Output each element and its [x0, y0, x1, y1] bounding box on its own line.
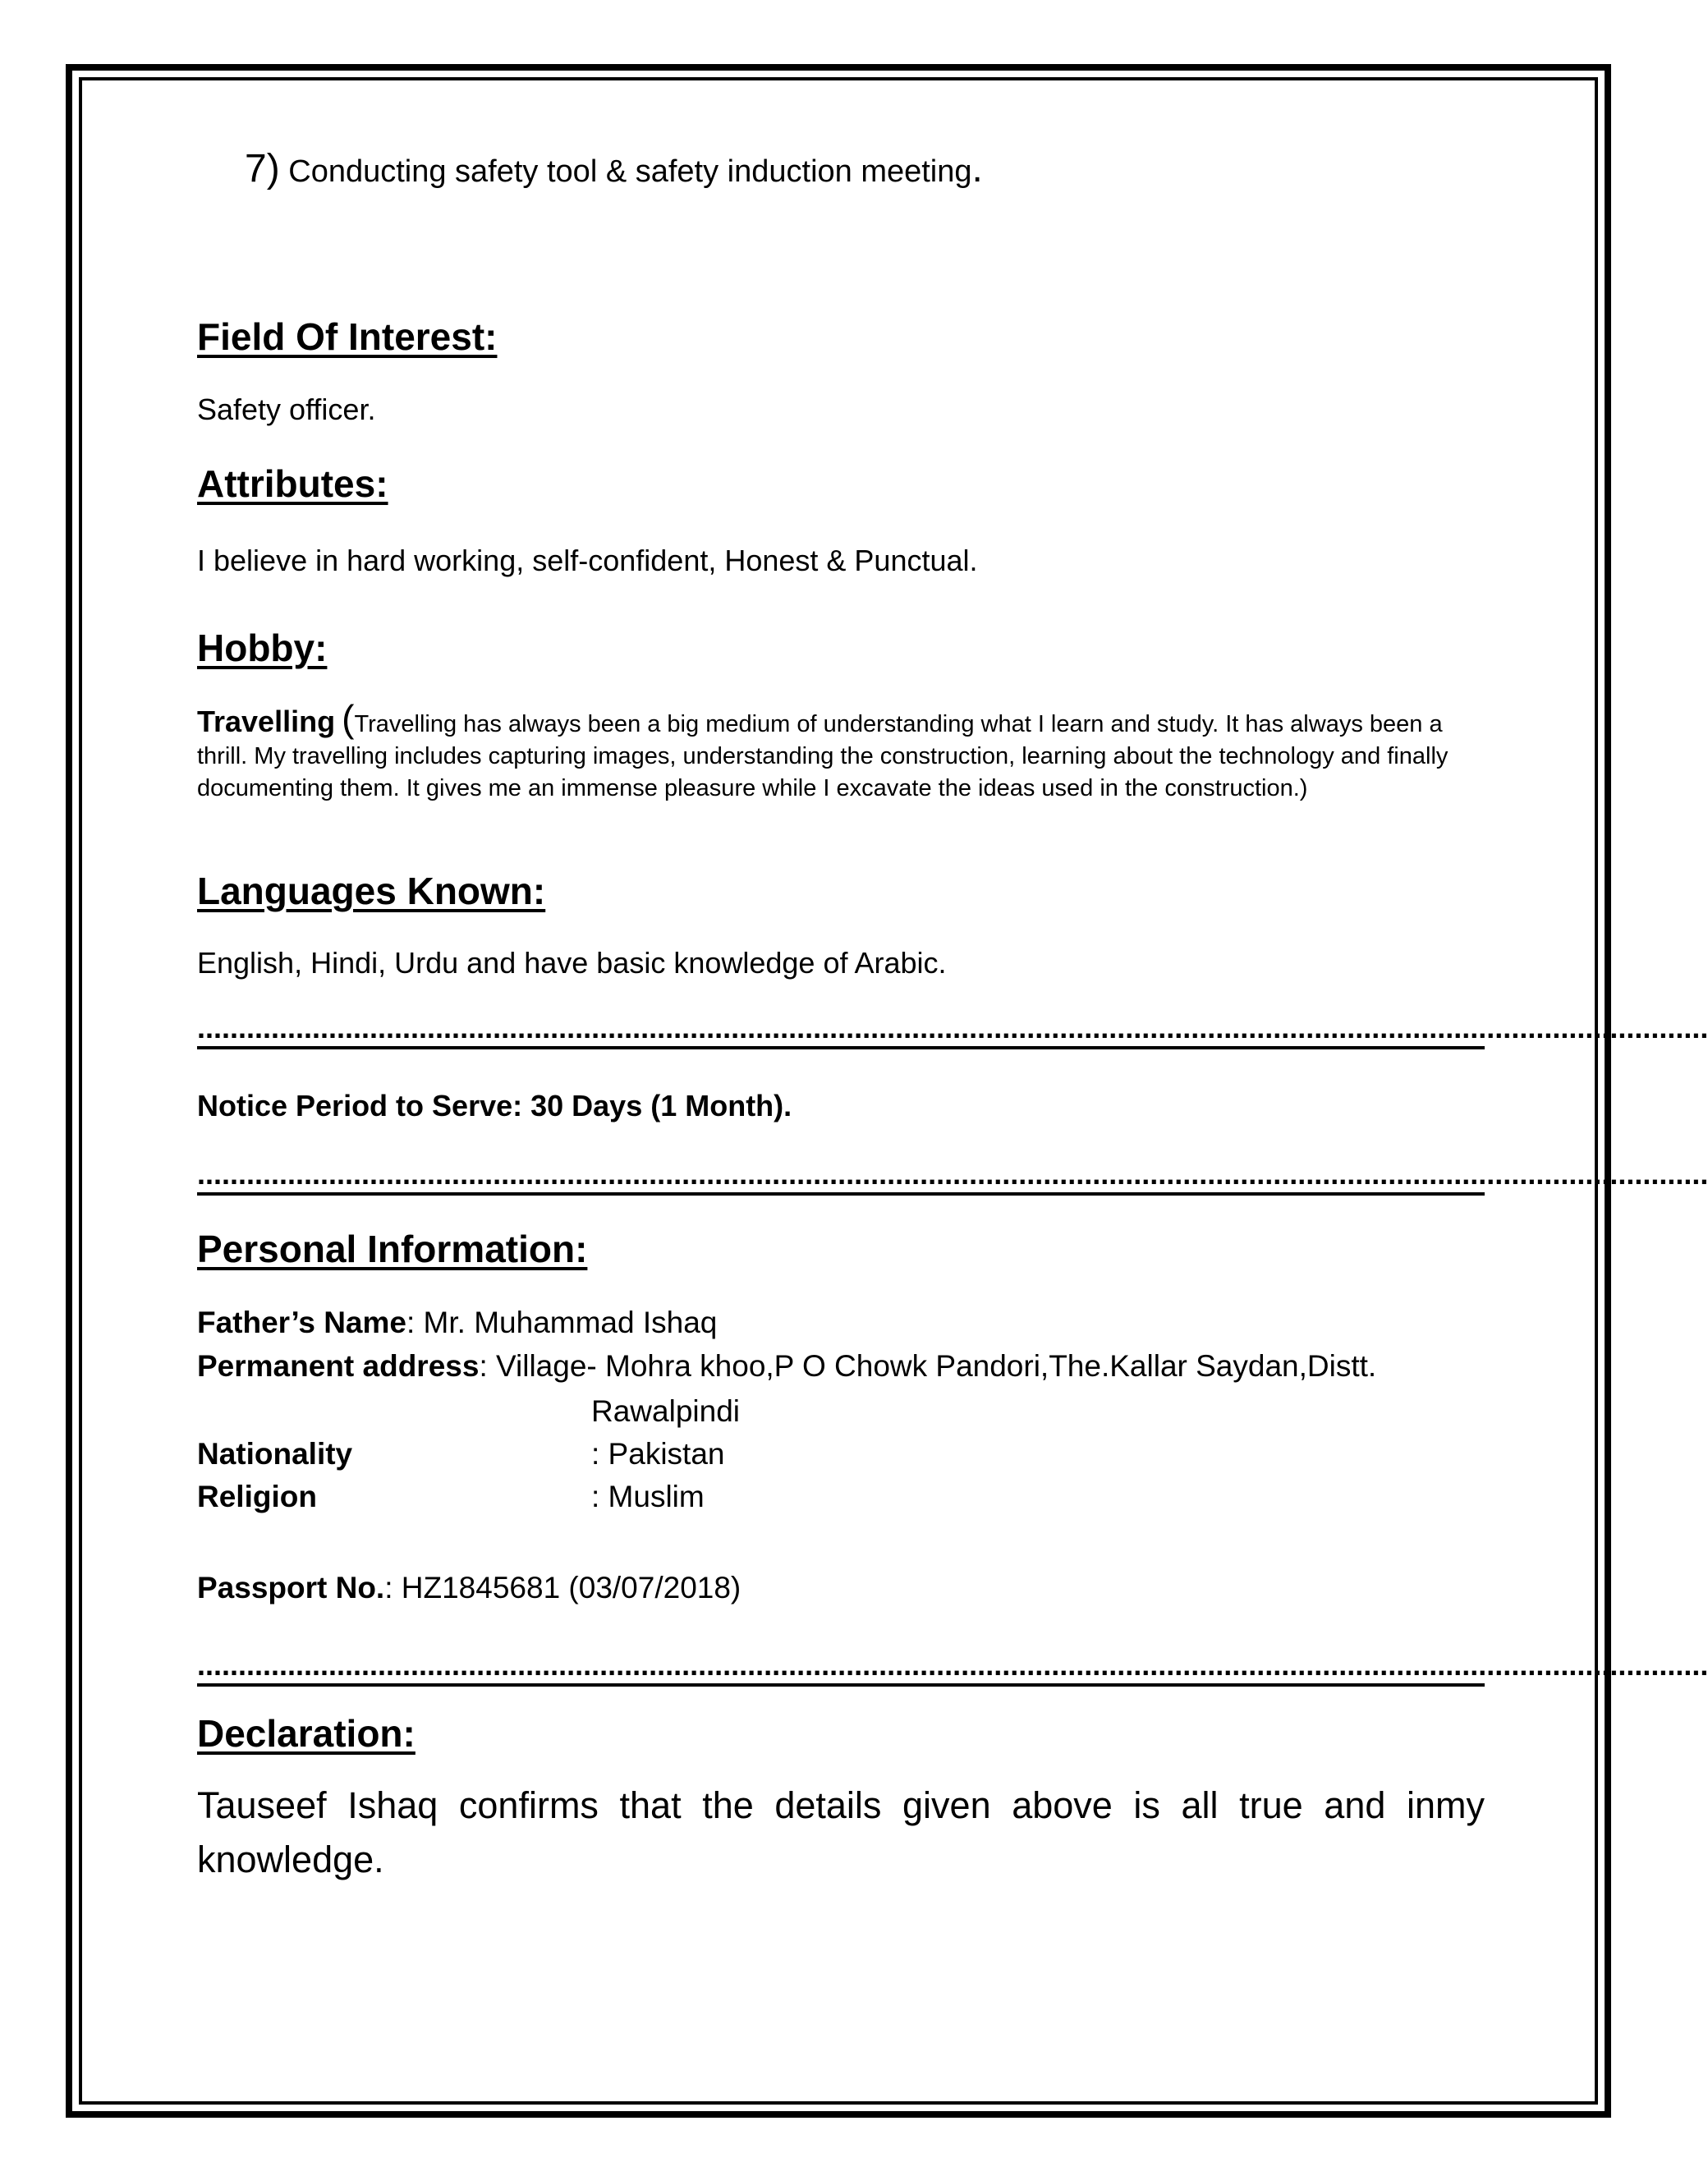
duty-item-7	[245, 146, 983, 191]
religion-row	[197, 1480, 317, 1514]
item-number: 7)	[245, 147, 280, 191]
dotted-separator: ........................................................................................................................................................................................	[197, 1648, 1708, 1682]
notice-period: Notice Period to Serve: 30 Days (1 Month).	[197, 1089, 792, 1122]
attributes-heading: Attributes:	[197, 462, 388, 505]
permanent-address-value: : Village- Mohra khoo,P O Chowk Pandori,The.Kallar Saydan,Distt.	[479, 1349, 1377, 1383]
field-of-interest-text: Safety officer.	[197, 393, 376, 426]
declaration-heading: Declaration:	[197, 1712, 416, 1755]
hobby-paragraph	[197, 697, 1478, 805]
permanent-address-row	[197, 1349, 1376, 1384]
passport-row	[197, 1571, 741, 1605]
religion-label: Religion	[197, 1480, 317, 1513]
separator-rule	[197, 1683, 1485, 1687]
hobby-label: Travelling	[197, 705, 336, 738]
passport-label: Passport No.	[197, 1571, 385, 1604]
hobby-text: Travelling has always been a big medium of understanding what I learn and study. It has always been a thrill. My travelling includes capturing images, understanding the construction, learning about the technology and finally documenting them. It gives me an immense pleasure while I excavate the ideas used in the construction.)	[197, 711, 1449, 801]
religion-value: : Muslim	[591, 1480, 705, 1513]
field-of-interest-heading: Field Of Interest:	[197, 315, 498, 358]
languages-heading: Languages Known:	[197, 870, 546, 912]
hobby-paren: (	[342, 697, 355, 740]
permanent-address-line-2: Rawalpindi	[591, 1394, 740, 1428]
separator-rule	[197, 1046, 1485, 1049]
personal-info-heading: Personal Information:	[197, 1228, 588, 1270]
father-name-label: Father’s Name	[197, 1306, 406, 1339]
passport-value: : HZ1845681 (03/07/2018)	[384, 1571, 742, 1604]
attributes-text: I believe in hard working, self-confident, Honest & Punctual.	[197, 544, 978, 577]
item-end: .	[971, 147, 983, 191]
dotted-separator: ........................................................................................................................................................................................	[197, 1157, 1708, 1191]
nationality-value: : Pakistan	[591, 1437, 725, 1471]
father-name-value: : Mr. Muhammad Ishaq	[406, 1306, 718, 1339]
hobby-heading: Hobby:	[197, 627, 328, 669]
declaration-text: Tauseef Ishaq confirms that the details given above is all true and inmy knowledge.	[197, 1784, 1485, 1880]
dotted-separator: ........................................................................................................................................................................................	[197, 1011, 1708, 1044]
permanent-address-label: Permanent address	[197, 1349, 480, 1383]
separator-rule	[197, 1192, 1485, 1196]
nationality-label: Nationality	[197, 1437, 353, 1471]
nationality-row	[197, 1437, 352, 1471]
languages-text: English, Hindi, Urdu and have basic knowledge of Arabic.	[197, 946, 947, 980]
item-text: Conducting safety tool & safety induction meeting	[288, 154, 972, 189]
father-name-row	[197, 1306, 717, 1340]
